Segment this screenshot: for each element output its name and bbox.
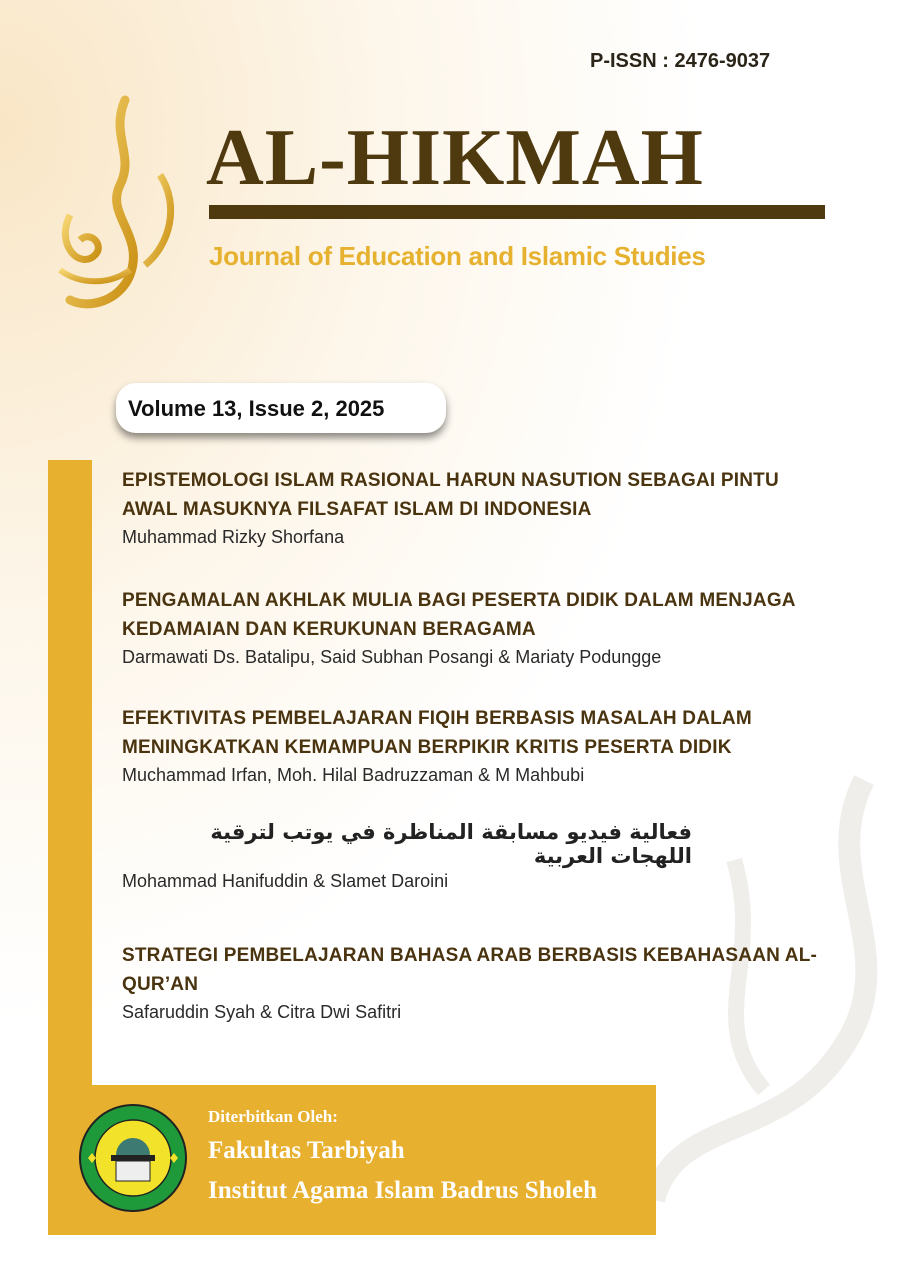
article-authors: Safaruddin Syah & Citra Dwi Safitri: [122, 1002, 402, 1022]
article-3: [122, 704, 862, 788]
article-authors: Muchammad Irfan, Moh. Hilal Badruzzaman & M Mahbubi: [122, 765, 585, 785]
publisher-institution: Institut Agama Islam Badrus Sholeh: [208, 1177, 597, 1204]
publisher-box: [48, 1085, 656, 1235]
article-5: [122, 941, 862, 1025]
issn: P-ISSN : 2476-9037: [590, 50, 771, 72]
volume-badge: Volume 13, Issue 2, 2025: [116, 383, 446, 433]
article-4: [122, 820, 862, 894]
institute-seal-logo: [78, 1103, 188, 1213]
article-authors: Mohammad Hanifuddin & Slamet Daroini: [122, 871, 449, 891]
publisher-label: Diterbitkan Oleh:: [208, 1107, 338, 1126]
article-authors: Muhammad Rizky Shorfana: [122, 527, 345, 547]
article-title: STRATEGI PEMBELAJARAN BAHASA ARAB BERBASIS KEBAHASAAN AL-QUR’AN: [122, 945, 818, 995]
article-authors: Darmawati Ds. Batalipu, Said Subhan Posangi & Mariaty Podungge: [122, 647, 662, 667]
publisher-faculty: Fakultas Tarbiyah: [208, 1137, 405, 1164]
title-underline: [209, 205, 825, 219]
article-title: PENGAMALAN AKHLAK MULIA BAGI PESERTA DIDIK DALAM MENJAGA KEDAMAIAN DAN KERUKUNAN BERAGAMA: [122, 590, 796, 640]
journal-title: AL-HIKMAH: [206, 114, 704, 202]
journal-subtitle: Journal of Education and Islamic Studies: [209, 241, 706, 271]
calligraphy-logo: [50, 95, 200, 325]
article-2: [122, 586, 862, 670]
article-1: [122, 466, 862, 550]
article-title: EFEKTIVITAS PEMBELAJARAN FIQIH BERBASIS MASALAH DALAM MENINGKATKAN KEMAMPUAN BERPIKIR KRITIS PESERTA DIDIK: [122, 708, 752, 758]
gold-side-bar: [48, 460, 92, 1090]
article-title-arabic: فعالية فيديو مسابقة المناظرة في يوتب لترقية اللهجات العربية: [210, 820, 692, 868]
article-title: EPISTEMOLOGI ISLAM RASIONAL HARUN NASUTION SEBAGAI PINTU AWAL MASUKNYA FILSAFAT ISLAM DI INDONESIA: [122, 470, 779, 520]
